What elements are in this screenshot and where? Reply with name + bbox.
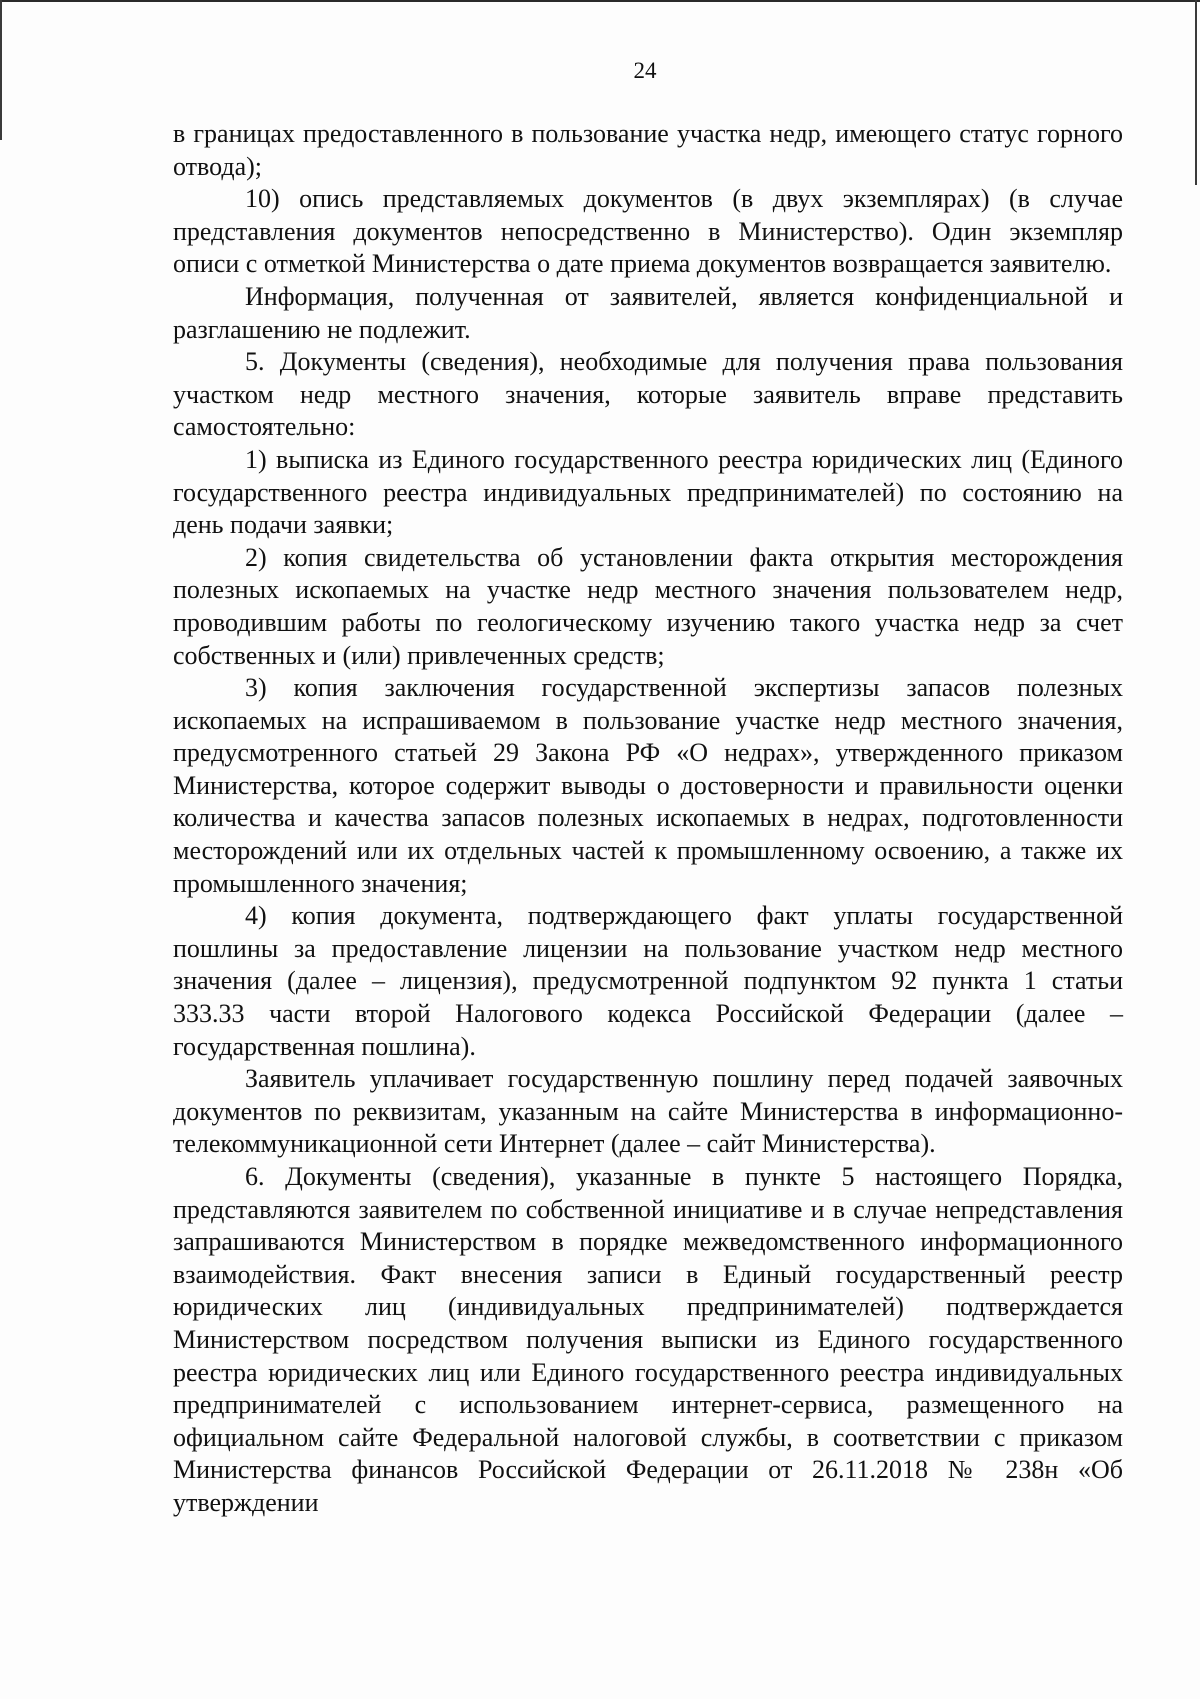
paragraph: 10) опись представляемых документов (в двух экземплярах) (в случае представления документов непосредственно в Министерство). Один экземпляр описи с отметкой Министерства о дате приема документов возвращается заявителю. [173, 184, 1123, 279]
paragraph: 4) копия документа, подтверждающего факт уплаты государственной пошлины за предоставление лицензии на пользование участком недр местного значения (далее – лицензия), предусмотренной подпунктом 92 пункта 1 статьи 333.33 части второй Налогового кодекса Российской Федерации (далее – государственная пошлина). [173, 901, 1123, 1061]
scan-border-top [0, 0, 1200, 2]
paragraph: 6. Документы (сведения), указанные в пункте 5 настоящего Порядка, представляются заявителем по собственной инициативе и в случае непредставления запрашиваются Министерством в порядке межведомственного информационного взаимодействия. Факт внесения записи в Единый государственный реестр юридических лиц (индивидуальных предпринимателей) подтверждается Министерством посредством получения выписки из Единого государственного реестра юридических лиц или Единого государственного реестра индивидуальных предпринимателей с использованием интернет-сервиса, размещенного на официальном сайте Федеральной налоговой службы, в соответствии с приказом Министерства финансов Российской Федерации от 26.11.2018 № 238н «Об утверждении [173, 1162, 1123, 1517]
page-number: 24 [633, 58, 657, 83]
document-body [173, 118, 1123, 1520]
paragraph: 3) копия заключения государственной экспертизы запасов полезных ископаемых на испрашиваемом в пользование участке недр местного значения, предусмотренного статьей 29 Закона РФ «О недрах», утвержденного приказом Министерства, которое содержит выводы о достоверности и правильности оценки количества и качества запасов полезных ископаемых в недрах, подготовленности месторождений или их отдельных частей к промышленному освоению, а также их промышленного значения; [173, 673, 1123, 898]
scan-border-right [1195, 0, 1197, 185]
paragraph: 5. Документы (сведения), необходимые для получения права пользования участком недр местного значения, которые заявитель вправе представить самостоятельно: [173, 347, 1123, 442]
paragraph: Заявитель уплачивает государственную пошлину перед подачей заявочных документов по реквизитам, указанным на сайте Министерства в информационно-телекоммуникационной сети Интернет (далее – сайт Министерства). [173, 1064, 1123, 1159]
paragraph: в границах предоставленного в пользование участка недр, имеющего статус горного отвода); [173, 119, 1123, 181]
paragraph: Информация, полученная от заявителей, является конфиденциальной и разглашению не подлежит. [173, 281, 1123, 344]
paragraph: 2) копия свидетельства об установлении факта открытия месторождения полезных ископаемых на участке недр местного значения пользователем недр, проводившим работы по геологическому изучению такого участка недр за счет собственных и (или) привлеченных средств; [173, 542, 1123, 670]
paragraph: 1) выписка из Единого государственного реестра юридических лиц (Единого государственного реестра индивидуальных предпринимателей) по состоянию на день подачи заявки; [173, 444, 1123, 540]
